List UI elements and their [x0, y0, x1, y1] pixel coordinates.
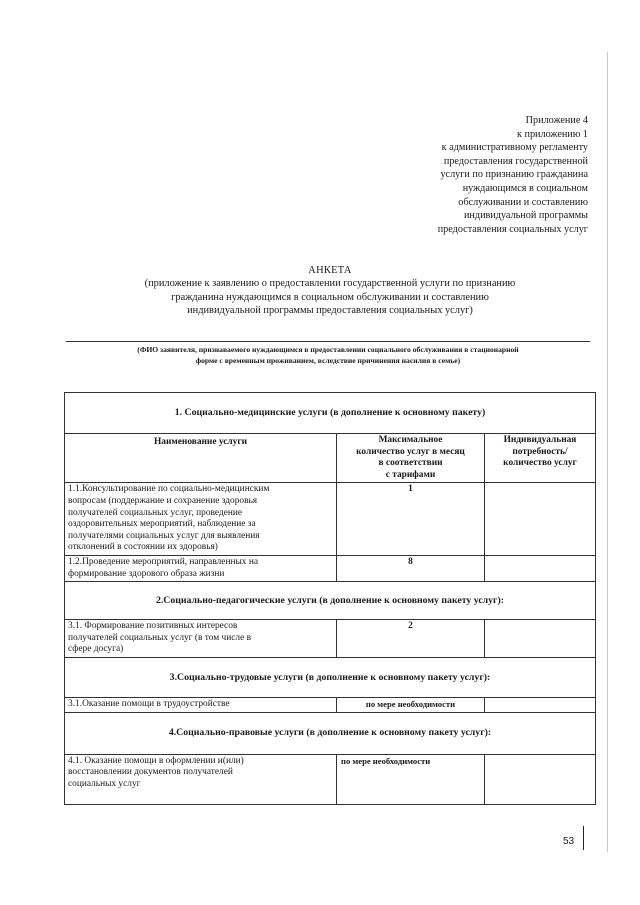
- individual-need-cell[interactable]: [485, 483, 596, 556]
- max-count-value: по мере необходимости: [337, 697, 485, 712]
- service-name-line: 3.1. Формирование позитивных интересов: [68, 621, 238, 632]
- fio-note: [62, 345, 594, 366]
- header-max-count: [337, 434, 485, 483]
- header-individual-line: Индивидуальная: [503, 435, 577, 445]
- service-name: [65, 697, 337, 712]
- service-name: [65, 483, 337, 556]
- page-number: 53: [563, 836, 575, 847]
- appendix-line: индивидуальной программы: [463, 210, 588, 222]
- section-title: 3.Социально-трудовые услуги (в дополнение к основному пакету услуг):: [65, 657, 596, 697]
- appendix-block: [348, 114, 588, 236]
- appendix-line: к административному регламенту: [441, 142, 588, 154]
- service-name-line: 3.1.Оказание помощи в трудоустройстве: [68, 698, 230, 709]
- service-name-line: получателей социальных услуг, проведение: [68, 507, 243, 518]
- appendix-line: Приложение 4: [525, 115, 588, 126]
- form-subtitle-line: гражданина нуждающимся в социальном обслуживании и составлению: [171, 291, 489, 303]
- service-name-line: восстановлении документов получателей: [68, 767, 233, 778]
- individual-need-cell[interactable]: [485, 754, 596, 804]
- service-name-line: сфере досуга): [68, 644, 124, 655]
- service-name-line: 4.1. Оказание помощи в оформлении и(или): [68, 755, 244, 766]
- service-name: [65, 754, 337, 804]
- individual-need-cell[interactable]: [485, 555, 596, 581]
- header-individual-line: потребность/: [512, 446, 568, 457]
- max-count-value: по мере необходимости: [337, 754, 485, 804]
- service-name: [65, 620, 337, 658]
- header-max-line: Максимальное: [378, 435, 443, 445]
- services-table: [64, 392, 596, 805]
- header-max-line: количество услуг в месяц: [356, 446, 465, 457]
- service-name: [65, 555, 337, 581]
- section-header-row: [65, 712, 596, 754]
- header-individual-line: количество услуг: [503, 458, 577, 469]
- header-max-line: в соответствии: [378, 458, 443, 469]
- header-max-line: с тарифами: [385, 469, 436, 480]
- form-subtitle-line: индивидуальной программы предоставления социальных услуг): [187, 305, 473, 317]
- appendix-line: обслуживании и составлению: [458, 196, 588, 208]
- fio-note-line: форме с временным проживанием, вследствие причинения насилия в семье): [195, 355, 461, 365]
- service-name-line: отклонений в состоянии их здоровья): [68, 542, 218, 553]
- service-name-line: вопросам (поддержание и сохранение здоровья: [68, 495, 258, 506]
- service-name-line: оздоровительных мероприятий, наблюдение за: [68, 519, 256, 530]
- appendix-line: услуги по признанию гражданина: [440, 169, 588, 181]
- section-header-row: [65, 657, 596, 697]
- service-name-line: получателями социальных услуг для выявления: [68, 530, 260, 541]
- service-name-line: получателей социальных услуг (в том числе в: [68, 632, 252, 643]
- section-title: 4.Социально-правовые услуги (в дополнение к основному пакету услуг):: [65, 712, 596, 754]
- section-header-row: [65, 393, 596, 434]
- table-row: [65, 754, 596, 804]
- service-name-line: 1.1.Консультирование по социально-медицинским: [68, 484, 270, 495]
- form-title: АНКЕТА: [308, 265, 352, 276]
- table-header-row: [65, 434, 596, 483]
- service-name-line: социальных услуг: [68, 778, 141, 789]
- max-count-value: 8: [337, 555, 485, 581]
- appendix-line: нуждающимся в социальном: [462, 182, 588, 194]
- appendix-line: к приложению 1: [517, 128, 588, 140]
- table-row: [65, 483, 596, 556]
- form-title-block: [60, 264, 600, 318]
- table-row: [65, 555, 596, 581]
- max-count-value: 2: [337, 620, 485, 658]
- section-title: 2.Социально-педагогические услуги (в дополнение к основному пакету услуг):: [65, 582, 596, 620]
- header-individual-need: [485, 434, 596, 483]
- header-service-name: Наименование услуги: [65, 434, 337, 483]
- appendix-line: предоставления государственной: [443, 155, 588, 167]
- form-subtitle-line: (приложение к заявлению о предоставлении государственной услуги по признанию: [144, 278, 516, 290]
- service-name-line: 1.2.Проведение мероприятий, направленных на: [68, 556, 259, 567]
- fio-input-line[interactable]: [66, 341, 590, 342]
- max-count-value: 1: [337, 483, 485, 556]
- section-header-row: [65, 582, 596, 620]
- table-row: [65, 620, 596, 658]
- section-title: 1. Социально-медицинские услуги (в дополнение к основному пакету): [65, 393, 596, 434]
- service-name-line: формирование здорового образа жизни: [68, 568, 225, 579]
- table-row: [65, 697, 596, 712]
- appendix-line: предоставления социальных услуг: [437, 223, 588, 235]
- page-edge: [607, 52, 608, 852]
- page-margin-mark: [583, 826, 584, 850]
- individual-need-cell[interactable]: [485, 620, 596, 658]
- individual-need-cell[interactable]: [485, 697, 596, 712]
- fio-note-line: (ФИО заявителя, признаваемого нуждающимся в предоставлении социального обслуживания в стационарной: [137, 345, 519, 354]
